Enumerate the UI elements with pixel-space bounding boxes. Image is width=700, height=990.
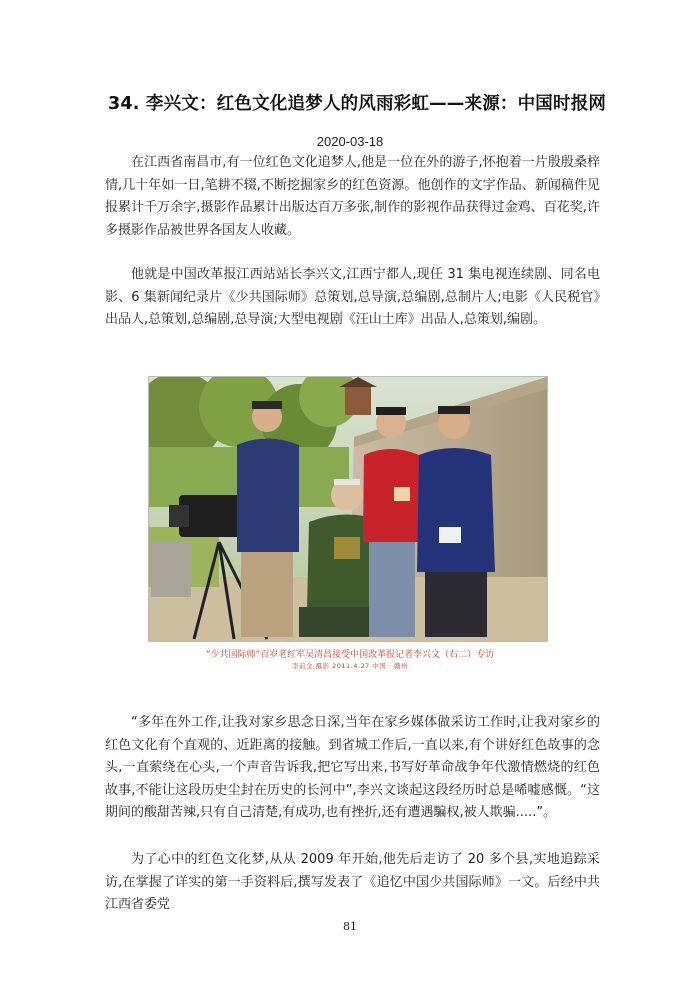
paragraph-1: 在江西省南昌市,有一位红色文化追梦人,他是一位在外的游子,怀抱着一片殷殷桑梓情,几十年如一日,笔耕不辍,不断挖掘家乡的红色资源。他创作的文字作品、新闻稿件见报累计千万余字,摄影作品累计出版达百万多张,制作的影视作品获得过金鸡、百花奖,许多摄影作品被世界各国友人收藏。 [105, 155, 600, 238]
paragraph-2: 他就是中国改革报江西站站长李兴文,江西宁都人,现任 31 集电视连续剧、同名电影、6 集新闻纪录片《少共国际师》总策划,总导演,总编剧,总制片人;电影《人民税官》出品人,总策划,总编剧,总导演;大型电视剧《汪山土库》出品人,总策划,编剧。 [105, 267, 600, 327]
photo-credit: 李前金 摄影 2011.4.27 中国 · 赣州 [292, 662, 408, 670]
paragraph-3: “多年在外工作,让我对家乡思念日深,当年在家乡媒体做采访工作时,让我对家乡的红色文化有个直观的、近距离的接触。到省城工作后,一直以来,有个讲好红色故事的念头,一直萦绕在心头,一个声音告诉我,把它写出来,书写好革命战争年代激情燃烧的红色故事,不能让这段历史尘封在历史的长河中”,李兴文谈起这段经历时总是唏嘘感慨。“这期间的酸甜苦辣,只有自己清楚,有成功,也有挫折,还有遭遇騙权,被人欺骗.....”。 [105, 715, 600, 820]
article-photo [148, 376, 548, 642]
page-number: 81 [343, 920, 357, 933]
photo-illustration [149, 377, 547, 641]
article-title: 34. 李兴文：红色文化追梦人的风雨彩虹——来源：中国时报网 [108, 94, 607, 114]
paragraph-4: 为了心中的红色文化梦,从从 2009 年开始,他先后走访了 20 多个县,实地追踪采访,在掌握了详实的第一手资料后,撰写发表了《追忆中国少共国际师》一文。后经中共江西省委党 [105, 852, 600, 912]
photo-caption: “少共国际师”百岁老红军吴清昌接受中国改革报记者李兴文（右二）专访 [205, 650, 495, 660]
article-date: 2020-03-18 [316, 134, 384, 149]
